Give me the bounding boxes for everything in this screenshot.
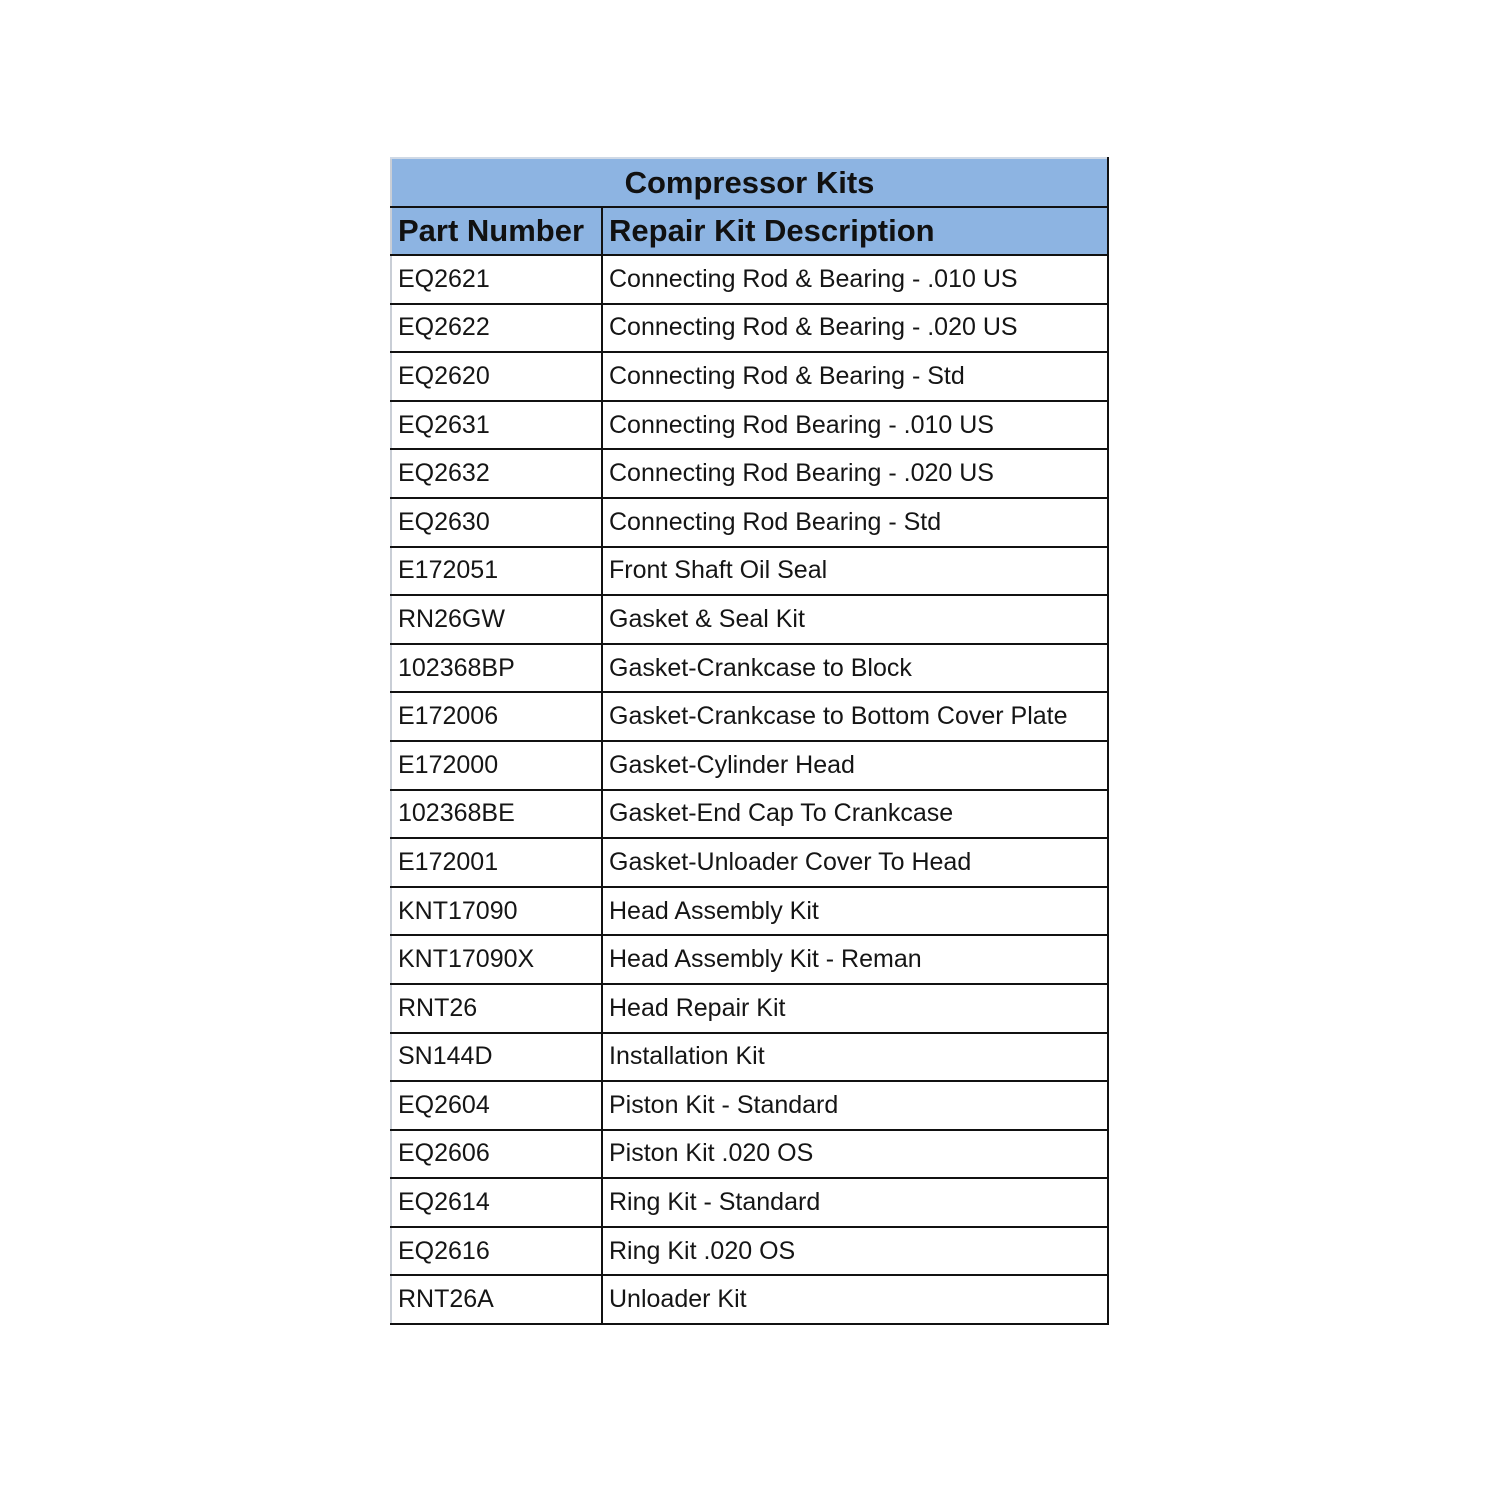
table-row: [391, 595, 1108, 644]
table-row: [391, 1033, 1108, 1082]
part-number-cell: EQ2606: [391, 1130, 602, 1179]
table-row: [391, 255, 1108, 304]
description-cell: Installation Kit: [602, 1033, 1108, 1082]
table-title-row: [391, 158, 1108, 207]
part-number-cell: SN144D: [391, 1033, 602, 1082]
part-number-cell: EQ2622: [391, 304, 602, 353]
part-number-cell: EQ2614: [391, 1178, 602, 1227]
table-body: [391, 255, 1108, 1324]
description-cell: Gasket & Seal Kit: [602, 595, 1108, 644]
table-row: [391, 644, 1108, 693]
table-row: [391, 838, 1108, 887]
description-cell: Unloader Kit: [602, 1275, 1108, 1324]
description-cell: Gasket-End Cap To Crankcase: [602, 790, 1108, 839]
part-number-cell: E172006: [391, 692, 602, 741]
description-cell: Ring Kit .020 OS: [602, 1227, 1108, 1276]
part-number-cell: KNT17090X: [391, 935, 602, 984]
part-number-cell: RN26GW: [391, 595, 602, 644]
table-row: [391, 692, 1108, 741]
description-cell: Connecting Rod & Bearing - .020 US: [602, 304, 1108, 353]
part-number-cell: 102368BE: [391, 790, 602, 839]
column-header-row: [391, 207, 1108, 255]
part-number-cell: E172000: [391, 741, 602, 790]
description-cell: Connecting Rod & Bearing - Std: [602, 352, 1108, 401]
compressor-kits-table: [390, 157, 1109, 1325]
part-number-cell: EQ2616: [391, 1227, 602, 1276]
part-number-cell: EQ2620: [391, 352, 602, 401]
description-cell: Connecting Rod Bearing - Std: [602, 498, 1108, 547]
description-cell: Gasket-Crankcase to Block: [602, 644, 1108, 693]
table-row: [391, 790, 1108, 839]
description-cell: Head Assembly Kit - Reman: [602, 935, 1108, 984]
part-number-cell: RNT26A: [391, 1275, 602, 1324]
table-row: [391, 352, 1108, 401]
part-number-cell: EQ2604: [391, 1081, 602, 1130]
table-row: [391, 935, 1108, 984]
part-number-cell: EQ2630: [391, 498, 602, 547]
table-row: [391, 449, 1108, 498]
description-cell: Connecting Rod Bearing - .010 US: [602, 401, 1108, 450]
table-row: [391, 547, 1108, 596]
column-header-part-number: Part Number: [391, 207, 602, 255]
part-number-cell: E172001: [391, 838, 602, 887]
description-cell: Head Assembly Kit: [602, 887, 1108, 936]
description-cell: Gasket-Unloader Cover To Head: [602, 838, 1108, 887]
table-row: [391, 1227, 1108, 1276]
part-number-cell: EQ2632: [391, 449, 602, 498]
part-number-cell: E172051: [391, 547, 602, 596]
table-row: [391, 401, 1108, 450]
description-cell: Connecting Rod & Bearing - .010 US: [602, 255, 1108, 304]
description-cell: Piston Kit - Standard: [602, 1081, 1108, 1130]
description-cell: Piston Kit .020 OS: [602, 1130, 1108, 1179]
table-row: [391, 304, 1108, 353]
column-header-description: Repair Kit Description: [602, 207, 1108, 255]
table-row: [391, 1081, 1108, 1130]
table-row: [391, 887, 1108, 936]
part-number-cell: EQ2621: [391, 255, 602, 304]
description-cell: Gasket-Crankcase to Bottom Cover Plate: [602, 692, 1108, 741]
description-cell: Head Repair Kit: [602, 984, 1108, 1033]
table-row: [391, 984, 1108, 1033]
description-cell: Ring Kit - Standard: [602, 1178, 1108, 1227]
description-cell: Front Shaft Oil Seal: [602, 547, 1108, 596]
table-row: [391, 498, 1108, 547]
table-row: [391, 1130, 1108, 1179]
part-number-cell: KNT17090: [391, 887, 602, 936]
table-title: Compressor Kits: [391, 158, 1108, 207]
table-row: [391, 1178, 1108, 1227]
table-row: [391, 741, 1108, 790]
part-number-cell: RNT26: [391, 984, 602, 1033]
description-cell: Gasket-Cylinder Head: [602, 741, 1108, 790]
table-row: [391, 1275, 1108, 1324]
part-number-cell: EQ2631: [391, 401, 602, 450]
description-cell: Connecting Rod Bearing - .020 US: [602, 449, 1108, 498]
part-number-cell: 102368BP: [391, 644, 602, 693]
